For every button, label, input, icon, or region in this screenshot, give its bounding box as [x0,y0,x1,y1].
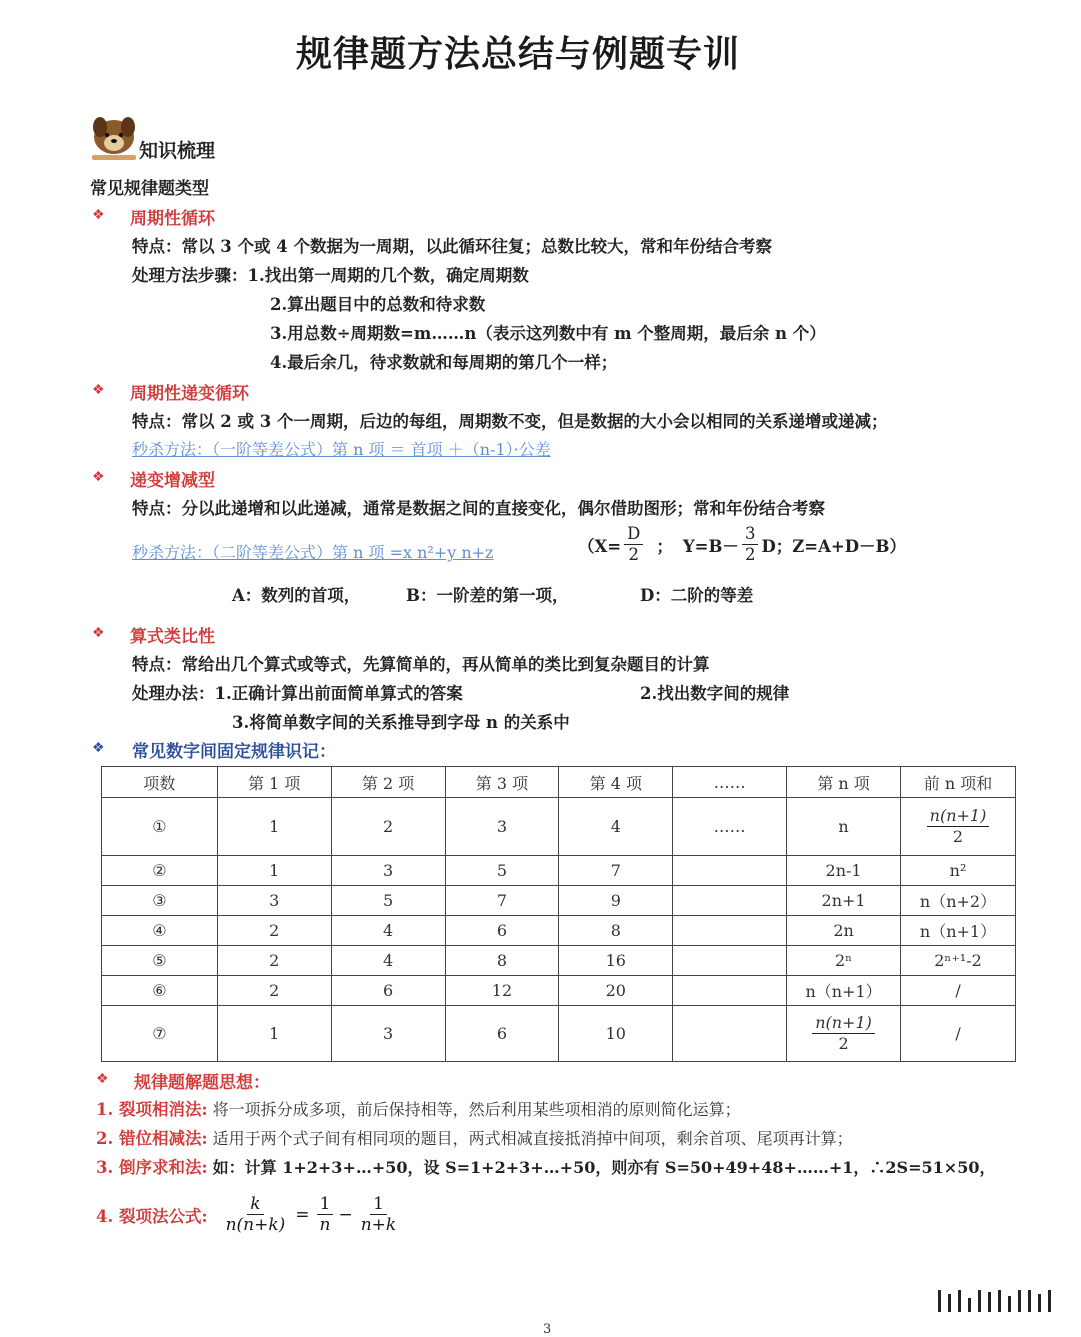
fraction: $\frac{k}{n(n+k)}$ [225,1194,286,1236]
method-text: 处理办法：1.正确计算出前面简单算式的答案 [132,684,463,703]
feature-text: 特点：常以 3 个或 4 个数据为一周期，以此循环往复；总数比较大，常和年份结合考察 [132,237,772,256]
trick-formula: 秒杀方法：（二阶等差公式）第 n 项 =x n²+y n+z [132,543,494,562]
fraction: $\frac{1}{n}$ [317,1194,334,1237]
fraction: $\frac{D}{2}$ [624,524,643,565]
table-cell: 8 [445,946,559,976]
table-cell: ⑤ [102,946,218,976]
table-cell: 2 [217,916,331,946]
minus-sign: − [338,1205,353,1226]
table-cell [673,1006,787,1062]
table-row [102,798,1016,856]
diamond-bullet-icon: ❖ [92,740,105,756]
section-heading: 规律题解题思想： [134,1073,270,1093]
pattern-table [101,766,1016,1062]
table-cell: n（n+1） [901,916,1016,946]
method-description: 如：计算 1+2+3+…+50，设 S=1+2+3+…+50，则亦有 S=50+49+48+……+1，∴2S=51×50， [212,1158,996,1177]
table-cell: 2ⁿ⁺¹-2 [901,946,1016,976]
table-header-cell: 第 1 项 [217,767,331,798]
method-text: 3.将简单数字间的关系推导到字母 n 的关系中 [232,713,570,732]
formula-part: ； [656,536,673,556]
table-cell: 6 [331,976,445,1006]
table-header-cell: 第 4 项 [559,767,673,798]
table-cell: ⑦ [102,1006,218,1062]
watermark-bars [938,1290,1051,1312]
method-item [96,1154,995,1178]
diamond-bullet-icon: ❖ [96,1071,109,1087]
page-title: 规律题方法总结与例题专训 [296,34,741,75]
definition-b: B：一阶差的第一项， [406,586,569,605]
diamond-bullet-icon: ❖ [92,382,105,398]
table-cell: ① [102,798,218,856]
table-header-cell: …… [673,767,787,798]
section-heading: 常见数字间固定规律识记： [132,742,336,762]
formula-part: （X= [578,536,622,556]
method-label: 3. 倒序求和法: [96,1158,208,1177]
table-cell: 9 [559,886,673,916]
diamond-bullet-icon: ❖ [92,469,105,485]
table-cell: 2 [217,976,331,1006]
method-text: 2.找出数字间的规律 [640,684,790,703]
table-cell: 1 [217,856,331,886]
table-cell: 2n-1 [787,856,901,886]
table-cell: 20 [559,976,673,1006]
table-cell: 4 [331,946,445,976]
method-label: 4. 裂项法公式: [96,1207,208,1227]
table-cell: 6 [445,1006,559,1062]
table-header-cell: 第 3 项 [445,767,559,798]
table-cell: 2 [331,798,445,856]
table-cell [787,1006,901,1062]
table-cell: 4 [559,798,673,856]
table-cell: ④ [102,916,218,946]
table-header-cell: 项数 [102,767,218,798]
table-cell: / [901,1006,1016,1062]
table-cell: 16 [559,946,673,976]
table-cell [901,798,1016,856]
table-cell: 2ⁿ [787,946,901,976]
steps-text: 处理方法步骤：1.找出第一周期的几个数，确定周期数 [132,266,529,285]
method-item [96,1125,853,1149]
section-heading: 周期性循环 [130,209,215,229]
formula-part: Y=B－ [682,536,739,556]
table-cell: n（n+2） [901,886,1016,916]
table-cell: 7 [445,886,559,916]
feature-text: 特点：分以此递增和以此递减，通常是数据之间的直接变化，偶尔借助图形；常和年份结合考察 [132,499,825,518]
definition-d: D：二阶的等差 [640,586,754,605]
table-cell: 12 [445,976,559,1006]
table-cell: 3 [217,886,331,916]
section-badge: 知识梳理 [139,140,216,162]
subtitle: 常见规律题类型 [90,179,209,199]
method-description: 适用于两个式子间有相同项的题目，两式相减直接抵消掉中间项，剩余首项、尾项再计算； [212,1129,853,1148]
table-cell [673,916,787,946]
table-cell [673,886,787,916]
fraction: $\frac{n(n+1)}{2}$ [812,1013,875,1053]
table-cell: 3 [331,1006,445,1062]
split-term-formula [96,1194,402,1237]
feature-text: 特点：常给出几个算式或等式，先算简单的，再从简单的类比到复杂题目的计算 [132,655,710,674]
table-header-cell: 前 n 项和 [901,767,1016,798]
table-cell: ③ [102,886,218,916]
table-row [102,886,1016,916]
method-item [96,1096,741,1120]
table-cell: 2 [217,946,331,976]
table-cell: 3 [445,798,559,856]
equals-sign: = [295,1205,310,1226]
table-cell: n [787,798,901,856]
trick-formula: 秒杀方法：（一阶等差公式）第 n 项 ＝ 首项 ＋（n-1）·公差 [132,440,551,459]
method-label: 1. 裂项相消法: [96,1100,208,1119]
table-cell: 1 [217,798,331,856]
section-heading: 周期性递变循环 [130,384,249,404]
step-text: 3.用总数÷周期数=m……n（表示这列数中有 m 个整周期，最后余 n 个） [270,324,826,343]
table-row [102,976,1016,1006]
dog-mascot-icon [88,115,140,163]
step-text: 2.算出题目中的总数和待求数 [270,295,486,314]
coefficient-formula [578,524,906,565]
table-cell [673,856,787,886]
table-cell: 5 [445,856,559,886]
table-cell: 1 [217,1006,331,1062]
table-cell [673,976,787,1006]
section-heading: 算式类比性 [130,627,215,647]
method-label: 2. 错位相减法: [96,1129,208,1148]
section-heading: 递变增减型 [130,471,215,491]
step-text: 4.最后余几，待求数就和每周期的第几个一样； [270,353,618,372]
table-cell: 7 [559,856,673,886]
table-header-cell: 第 2 项 [331,767,445,798]
table-cell: n（n+1） [787,976,901,1006]
table-cell: 10 [559,1006,673,1062]
table-cell: 2n [787,916,901,946]
table-cell: 5 [331,886,445,916]
table-row [102,916,1016,946]
table-row [102,856,1016,886]
table-cell: ⑥ [102,976,218,1006]
fraction: $\frac{3}{2}$ [742,524,759,565]
table-row [102,946,1016,976]
table-cell: 8 [559,916,673,946]
table-cell [673,946,787,976]
table-cell: 4 [331,916,445,946]
definition-a: A：数列的首项， [232,586,361,605]
table-row [102,1006,1016,1062]
fraction: $\frac{1}{n+k}$ [360,1194,397,1236]
table-cell: 6 [445,916,559,946]
table-header-row [102,767,1016,798]
table-cell: ② [102,856,218,886]
table-cell: 3 [331,856,445,886]
table-cell: 2n+1 [787,886,901,916]
table-cell: …… [673,798,787,856]
table-cell: / [901,976,1016,1006]
diamond-bullet-icon: ❖ [92,207,105,223]
page-number: 3 [543,1322,552,1337]
formula-part: D；Z=A+D－B） [761,536,906,556]
table-header-cell: 第 n 项 [787,767,901,798]
fraction: $\frac{n(n+1)}{2}$ [927,806,990,846]
method-description: 将一项拆分成多项，前后保持相等，然后利用某些项相消的原则简化运算； [212,1100,741,1119]
diamond-bullet-icon: ❖ [92,625,105,641]
feature-text: 特点：常以 2 或 3 个一周期，后边的每组，周期数不变，但是数据的大小会以相同的关系递增或递减； [132,412,888,431]
table-cell: n² [901,856,1016,886]
